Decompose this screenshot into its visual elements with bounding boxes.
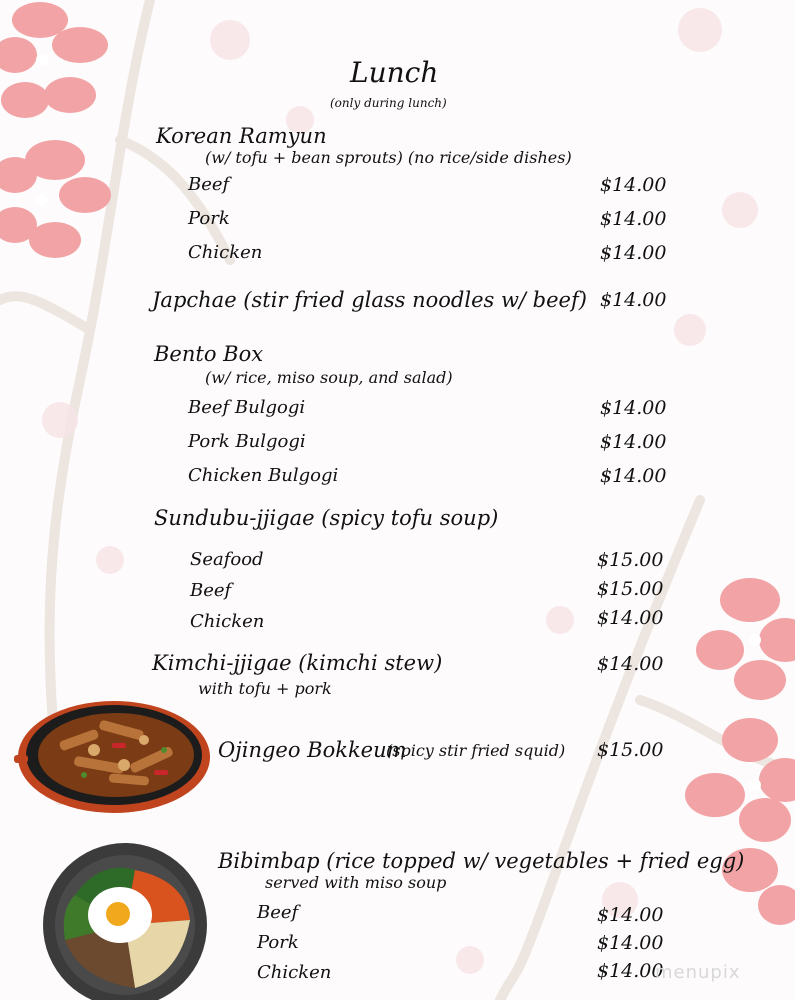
section-heading-bento: Bento Box: [154, 342, 264, 366]
menu-item-price: $14.00: [600, 242, 667, 264]
menu-item-price: $14.00: [600, 431, 667, 453]
section-heading-ramyun: Korean Ramyun: [156, 124, 327, 148]
menu-item-name: Beef Bulgogi: [188, 397, 306, 418]
menu-item-name: Pork Bulgogi: [188, 431, 306, 452]
menu-item-price: $15.00: [597, 549, 664, 571]
menu-item-price: $14.00: [600, 465, 667, 487]
section-note-bibimbap: served with miso soup: [265, 873, 447, 892]
menu-subtitle: (only during lunch): [330, 96, 447, 110]
menu-item-name: Chicken Bulgogi: [188, 465, 339, 486]
menu-item-price: $14.00: [597, 904, 664, 926]
menu-item-price: $14.00: [597, 960, 664, 982]
section-heading-japchae: Japchae (stir fried glass noodles w/ beef): [152, 288, 587, 312]
section-note-bento: (w/ rice, miso soup, and salad): [205, 368, 453, 387]
cherry-blossom-icon: [680, 570, 795, 930]
menu-item-name: Beef: [188, 174, 230, 195]
watermark: menupix: [655, 962, 741, 983]
menu-item-price: $15.00: [597, 578, 664, 600]
menu-item-name: Chicken: [190, 611, 265, 632]
menu-item-name: Chicken: [188, 242, 263, 263]
bibimbap-bowl-photo: [40, 840, 210, 1000]
menu-item-name: Pork: [188, 208, 230, 229]
cherry-blossom-icon: [0, 0, 120, 280]
menu-item-price: $14.00: [597, 653, 664, 675]
squid-dish-photo: [14, 695, 214, 815]
menu-item-name: Pork: [257, 932, 299, 953]
menu-item-price: $14.00: [600, 208, 667, 230]
menu-item-price: $14.00: [600, 397, 667, 419]
section-note-kimchi: with tofu + pork: [198, 679, 332, 698]
menu-item-price: $14.00: [600, 174, 667, 196]
menu-item-price: $14.00: [600, 289, 667, 311]
section-heading-ojingeo: Ojingeo Bokkeum: [218, 738, 407, 762]
menu-title: Lunch: [350, 56, 439, 89]
menu-item-price: $14.00: [597, 607, 664, 629]
menu-item-name: Beef: [190, 580, 232, 601]
section-note-ramyun: (w/ tofu + bean sprouts) (no rice/side dishes): [205, 148, 572, 167]
section-heading-bibimbap: Bibimbap (rice topped w/ vegetables + fried egg): [218, 849, 745, 873]
menu-item-name: Beef: [257, 902, 299, 923]
section-heading-sundubu: Sundubu-jjigae (spicy tofu soup): [154, 506, 499, 530]
menu-item-name: Chicken: [257, 962, 332, 983]
menu-item-name: Seafood: [190, 549, 264, 570]
section-heading-kimchi: Kimchi-jjigae (kimchi stew): [152, 651, 443, 675]
menu-item-price: $15.00: [597, 739, 664, 761]
menu-item-price: $14.00: [597, 932, 664, 954]
section-note-ojingeo: (spicy stir fried squid): [386, 741, 566, 760]
